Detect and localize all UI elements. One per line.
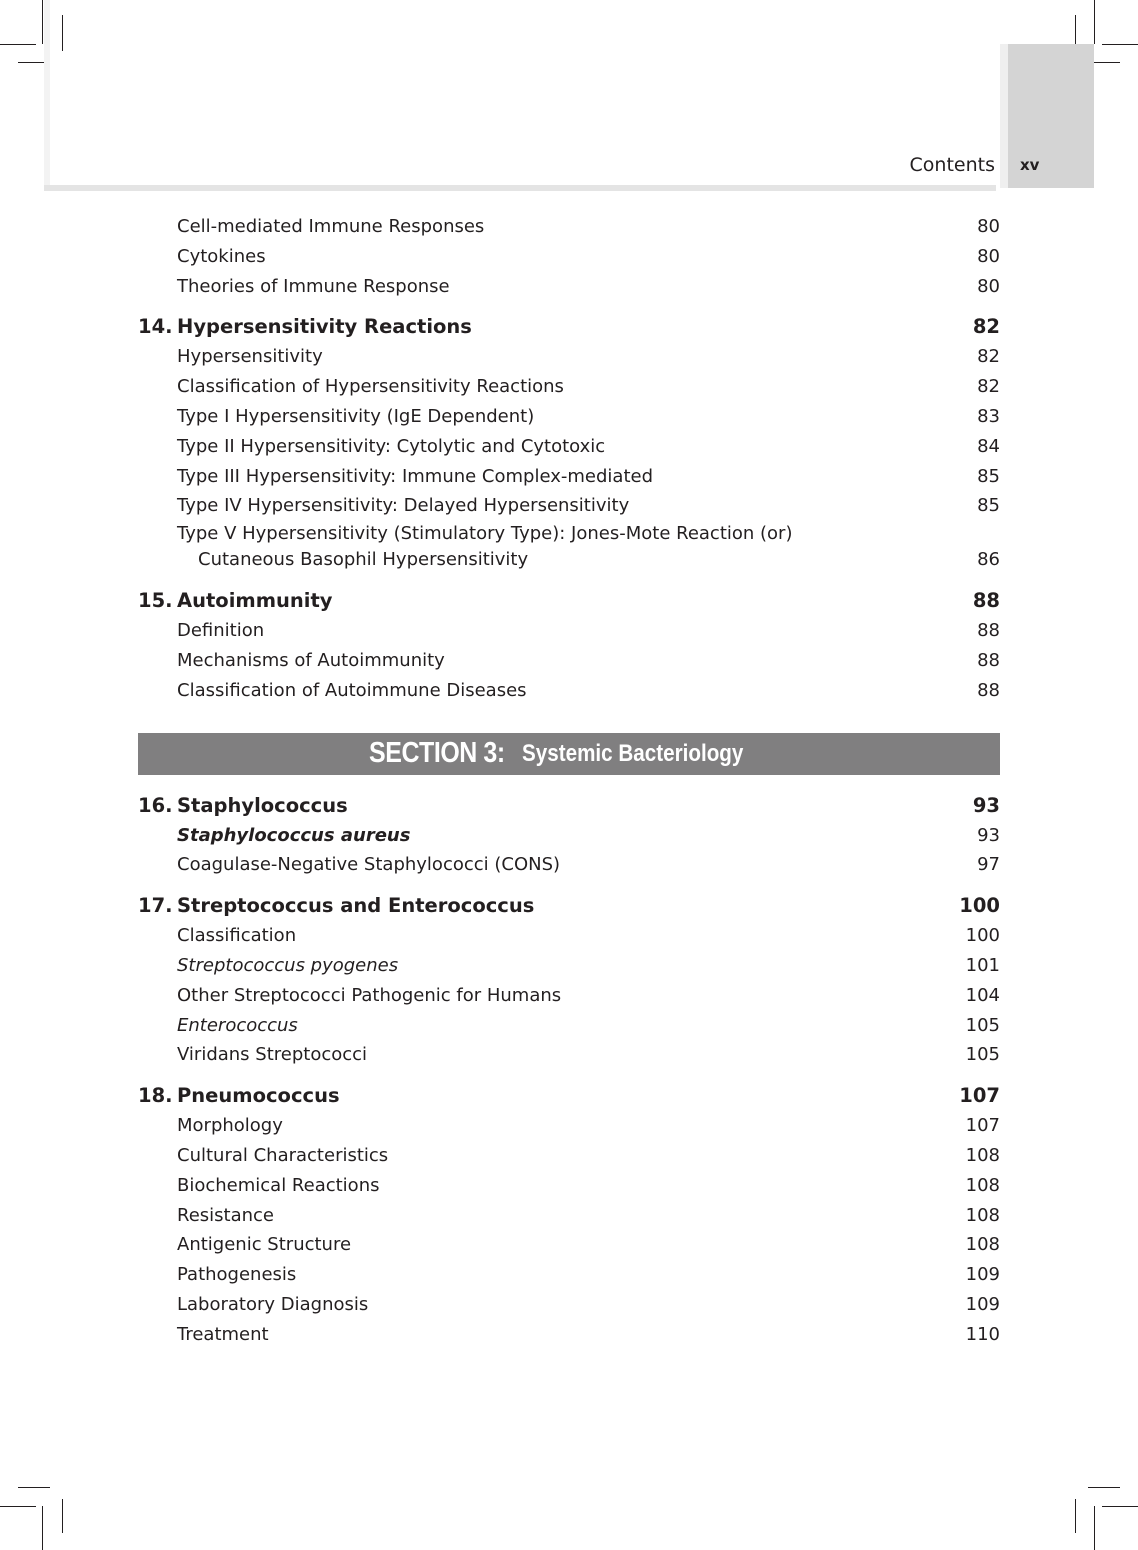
crop-mark [1075, 1499, 1076, 1533]
toc-entry [138, 402, 1000, 432]
toc-title: Resistance [177, 1204, 274, 1226]
toc-title-line: Cutaneous Basophil Hypersensitivity [198, 549, 529, 571]
toc-page-number: 108 [965, 1174, 1000, 1196]
toc-chapter-number: 17. [138, 894, 173, 918]
crop-mark [42, 0, 43, 44]
toc-chapter [138, 312, 1000, 342]
toc-title [177, 521, 977, 575]
toc-title: Classification of Autoimmune Diseases [177, 679, 527, 701]
toc-title: Autoimmunity [177, 589, 333, 613]
toc-page-number: 93 [972, 793, 1000, 817]
toc-entry [138, 850, 1000, 880]
crop-mark [0, 1506, 36, 1507]
toc-title: Staphylococcus aureus [177, 824, 411, 846]
toc-page-number: 85 [977, 495, 1000, 517]
crop-mark [18, 1487, 50, 1488]
section-heading [138, 733, 1000, 775]
toc-page-number: 93 [977, 824, 1000, 846]
toc-entry [138, 821, 1000, 851]
toc-page-number: 108 [965, 1204, 1000, 1226]
toc-title: Pathogenesis [177, 1264, 297, 1286]
toc-title-line: Type V Hypersensitivity (Stimulatory Type): Jones-Mote Reaction (or) [177, 523, 793, 545]
crop-mark [1102, 44, 1138, 45]
toc-chapter [138, 891, 1000, 921]
toc-entry [138, 921, 1000, 951]
crop-mark [1094, 0, 1095, 44]
toc-entry [138, 242, 1000, 272]
toc-title: Treatment [177, 1323, 269, 1345]
toc-entry [138, 372, 1000, 402]
toc-chapter [138, 1081, 1000, 1111]
toc-title: Coagulase-Negative Staphylococci (CONS) [177, 854, 561, 876]
toc-title: Mechanisms of Autoimmunity [177, 649, 445, 671]
toc-page-number: 104 [965, 984, 1000, 1006]
crop-mark [1102, 1506, 1138, 1507]
toc-page-number: 88 [972, 589, 1000, 613]
toc-page-number: 110 [965, 1323, 1000, 1345]
toc-page-number: 105 [965, 1014, 1000, 1036]
header-tab-edge [1000, 44, 1008, 188]
toc-page-number: 85 [977, 465, 1000, 487]
toc-title: Type III Hypersensitivity: Immune Complex-mediated [177, 465, 653, 487]
section-title: Systemic Bacteriology [522, 739, 744, 767]
crop-mark [1088, 1487, 1120, 1488]
section-label: SECTION 3: [369, 737, 506, 770]
toc-entry [138, 646, 1000, 676]
toc-page-number: 82 [977, 346, 1000, 368]
toc-title: Morphology [177, 1115, 283, 1137]
toc-chapter [138, 586, 1000, 616]
page-number: xv [1020, 156, 1040, 174]
toc-page-number: 88 [977, 649, 1000, 671]
toc-entry [138, 1111, 1000, 1141]
toc-entry [138, 981, 1000, 1011]
toc-page-number: 88 [977, 679, 1000, 701]
toc-title: Type IV Hypersensitivity: Delayed Hypersensitivity [177, 495, 630, 517]
toc-title: Definition [177, 620, 265, 642]
toc-page-number: 86 [977, 549, 1000, 571]
toc-page-number: 108 [965, 1234, 1000, 1256]
toc-entry [138, 1320, 1000, 1350]
toc-page-number: 100 [959, 894, 1000, 918]
toc-entry [138, 1040, 1000, 1070]
toc-page-number: 80 [977, 216, 1000, 237]
toc-page-number: 97 [977, 854, 1000, 876]
toc-page-number: 109 [965, 1293, 1000, 1315]
toc-page-number: 88 [977, 620, 1000, 642]
toc-title: Staphylococcus [177, 793, 348, 817]
toc-page-number: 108 [965, 1144, 1000, 1166]
toc-page-number: 109 [965, 1264, 1000, 1286]
toc-entry [138, 1201, 1000, 1231]
crop-mark [42, 1506, 43, 1550]
table-of-contents [138, 212, 1000, 1350]
toc-title: Type I Hypersensitivity (IgE Dependent) [177, 405, 535, 427]
toc-entry [138, 342, 1000, 372]
toc-page-number: 80 [977, 275, 1000, 297]
toc-title: Hypersensitivity Reactions [177, 315, 472, 339]
toc-title: Hypersensitivity [177, 346, 323, 368]
header-shadow [44, 185, 996, 191]
crop-mark [62, 1499, 63, 1533]
toc-page-number: 107 [965, 1115, 1000, 1137]
toc-chapter-number: 15. [138, 589, 173, 613]
toc-title: Laboratory Diagnosis [177, 1293, 369, 1315]
toc-entry [138, 1260, 1000, 1290]
toc-title: Theories of Immune Response [177, 275, 450, 297]
toc-title: Type II Hypersensitivity: Cytolytic and Cytotoxic [177, 435, 606, 457]
toc-entry [138, 491, 1000, 521]
toc-page-number: 100 [965, 925, 1000, 947]
toc-page-number: 101 [965, 954, 1000, 976]
toc-title: Biochemical Reactions [177, 1174, 380, 1196]
toc-entry [138, 272, 1000, 302]
toc-entry [138, 212, 1000, 242]
toc-list [138, 791, 1000, 1350]
toc-chapter-number: 18. [138, 1084, 173, 1108]
toc-list [138, 212, 1000, 706]
toc-page-number: 82 [977, 376, 1000, 398]
toc-chapter [138, 791, 1000, 821]
toc-entry [138, 951, 1000, 981]
crop-mark [1094, 1506, 1095, 1550]
toc-title: Streptococcus and Enterococcus [177, 894, 535, 918]
toc-entry [138, 1171, 1000, 1201]
toc-title: Pneumococcus [177, 1084, 340, 1108]
toc-chapter-number: 16. [138, 793, 173, 817]
toc-entry [138, 1230, 1000, 1260]
toc-page-number: 84 [977, 435, 1000, 457]
toc-page-number: 107 [959, 1084, 1000, 1108]
crop-mark [0, 44, 36, 45]
toc-title: Streptococcus pyogenes [177, 954, 399, 976]
toc-entry [138, 1290, 1000, 1320]
toc-page-number: 80 [977, 245, 1000, 267]
toc-entry [138, 1011, 1000, 1041]
toc-title: Cytokines [177, 245, 266, 267]
toc-title: Cell-mediated Immune Responses [177, 216, 485, 237]
toc-entry [138, 462, 1000, 492]
toc-entry [138, 1141, 1000, 1171]
toc-page-number: 83 [977, 405, 1000, 427]
toc-page-number: 105 [965, 1044, 1000, 1066]
toc-title: Classification [177, 925, 297, 947]
toc-entry [138, 521, 1000, 575]
crop-mark [62, 15, 63, 51]
toc-title: Cultural Characteristics [177, 1144, 389, 1166]
toc-entry [138, 676, 1000, 706]
toc-title: Viridans Streptococci [177, 1044, 368, 1066]
running-title: Contents [909, 154, 995, 176]
header-shadow [44, 0, 50, 191]
toc-title: Other Streptococci Pathogenic for Humans [177, 984, 562, 1006]
toc-entry [138, 616, 1000, 646]
toc-chapter-number: 14. [138, 315, 173, 339]
toc-title: Antigenic Structure [177, 1234, 352, 1256]
toc-entry [138, 432, 1000, 462]
toc-page-number: 82 [972, 315, 1000, 339]
toc-title: Classification of Hypersensitivity Reactions [177, 376, 564, 398]
toc-title: Enterococcus [177, 1014, 298, 1036]
